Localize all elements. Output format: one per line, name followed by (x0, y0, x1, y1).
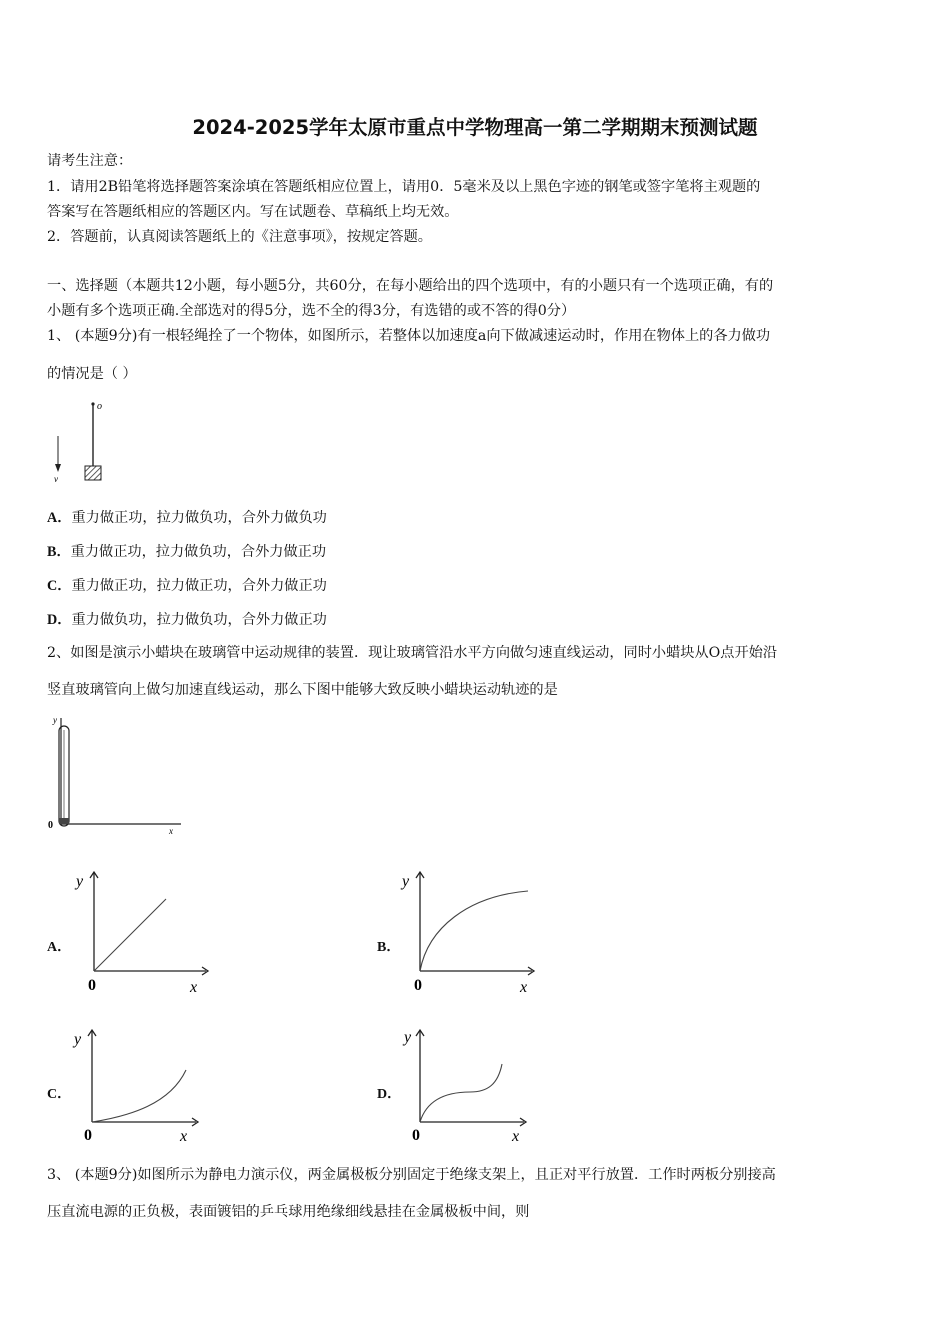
graph-d-trajectory (420, 1064, 502, 1122)
q1-option-b (47, 541, 326, 561)
notice-item-1-line-2: 答案写在答题纸相应的答题区内。写在试题卷、草稿纸上均无效。 (47, 204, 459, 220)
graph-c-trajectory (92, 1070, 186, 1122)
pivot-o-label: o (97, 401, 102, 412)
section-1-intro-line-2: 小题有多个选项正确.全部选对的得5分，选不全的得3分，有选错的或不答的得0分） (47, 303, 576, 319)
tube-x-label: x (169, 826, 173, 836)
tube-origin-label: 0 (48, 820, 53, 831)
graph-d-y-label: y (404, 1029, 412, 1046)
question-2-line-1: 2、如图是演示小蜡块在玻璃管中运动规律的装置．现让玻璃管沿水平方向做匀速直线运动，同时小蜡块从O点开始沿 (47, 645, 778, 661)
question-1-line-1: 1、 (本题9分)有一根轻绳拴了一个物体，如图所示，若整体以加速度a向下做减速运动时，作用在物体上的各力做功 (47, 328, 771, 344)
graph-a-label: A． (47, 940, 72, 955)
graph-d-label: D． (377, 1087, 402, 1102)
graph-c-label: C． (47, 1087, 72, 1102)
graph-a (72, 868, 212, 996)
graph-b-label: B． (377, 940, 401, 955)
graph-a-y-label: y (76, 873, 84, 890)
page-title: 2024-2025学年太原市重点中学物理高一第二学期期末预测试题 (192, 116, 758, 139)
question-2-figure (45, 712, 185, 837)
graph-b-origin-label: 0 (414, 977, 422, 994)
q1-option-c-label: C． (47, 578, 72, 594)
graph-a-x-label: x (190, 979, 198, 996)
q1-option-b-text: 重力做正功，拉力做负功，合外力做正功 (70, 544, 327, 560)
q1-option-c-text: 重力做正功，拉力做正功，合外力做正功 (71, 578, 327, 594)
graph-a-origin-label: 0 (88, 977, 96, 994)
notice-heading: 请考生注意： (47, 153, 133, 169)
velocity-v-label: v (54, 474, 58, 484)
wax-block-icon (59, 818, 69, 824)
notice-item-1-line-1: 1．请用2B铅笔将选择题答案涂填在答题纸相应位置上，请用0．5毫米及以上黑色字迹的钢笔或签字笔将主观题的 (47, 179, 761, 195)
block-icon (85, 466, 101, 480)
question-3-line-1: 3、 (本题9分)如图所示为静电力演示仪，两金属极板分别固定于绝缘支架上，且正对平行放置．工作时两板分别接高 (47, 1167, 776, 1183)
graph-c-y-label: y (74, 1031, 82, 1048)
q1-option-d (47, 609, 327, 629)
q1-option-a (47, 507, 327, 527)
graph-c-x-label: x (180, 1128, 188, 1145)
down-arrow-icon (55, 464, 61, 472)
graph-c (70, 1026, 210, 1144)
question-3-line-2: 压直流电源的正负极，表面镀铝的乒乓球用绝缘细线悬挂在金属极板中间，则 (47, 1204, 530, 1220)
question-1-figure (45, 398, 115, 488)
graph-b-y-label: y (402, 873, 410, 890)
graph-d-origin-label: 0 (412, 1127, 420, 1144)
graph-a-trajectory (94, 899, 166, 971)
graph-d-x-label: x (512, 1128, 520, 1145)
question-1-line-2: 的情况是（ ） (47, 366, 137, 382)
graph-b (398, 868, 538, 996)
tube-y-label: y (53, 715, 57, 725)
q1-option-d-label: D． (47, 612, 72, 628)
graph-d (398, 1026, 538, 1144)
section-1-intro-line-1: 一、选择题（本题共12小题，每小题5分，共60分，在每小题给出的四个选项中，有的小题只有一个选项正确，有的 (47, 278, 774, 294)
graph-c-origin-label: 0 (84, 1127, 92, 1144)
graph-b-x-label: x (520, 979, 528, 996)
q1-option-b-label: B． (47, 544, 71, 560)
q1-option-a-text: 重力做正功，拉力做负功，合外力做负功 (71, 510, 327, 526)
notice-item-2: 2．答题前，认真阅读答题纸上的《注意事项》，按规定答题。 (47, 229, 432, 245)
graph-b-trajectory (420, 891, 528, 971)
q1-option-c (47, 575, 327, 595)
q1-option-d-text: 重力做负功，拉力做负功，合外力做正功 (71, 612, 327, 628)
question-2-line-2: 竖直玻璃管向上做匀加速直线运动，那么下图中能够大致反映小蜡块运动轨迹的是 (47, 682, 558, 698)
q1-option-a-label: A． (47, 510, 72, 526)
